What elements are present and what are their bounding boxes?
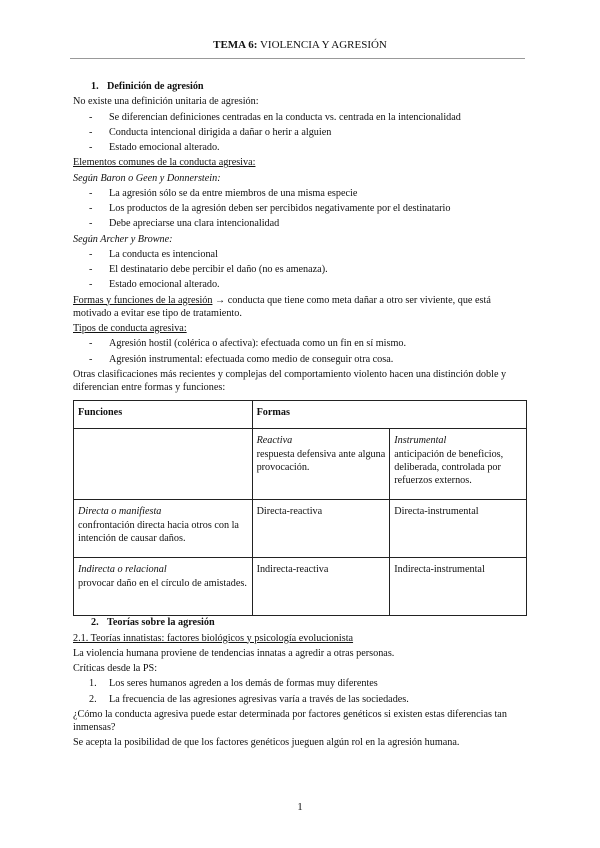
directa-title: Directa o manifiesta [78,506,162,518]
definition-intro: No existe una definición unitaria de agresión: [73,96,259,108]
document-header-title [0,38,600,52]
baron-bullets [73,187,528,231]
table-cell-empty [74,429,253,500]
table-row [74,500,527,558]
instrumental-title: Instrumental [394,435,447,447]
forms-functions-table [73,400,527,616]
list-item: - Debe apreciarse una clara intencionalidad [73,217,528,230]
table-cell-directa-reactiva: Directa-reactiva [252,500,390,558]
list-item: - La conducta es intencional [73,248,528,261]
section-title: Definición de agresión [107,81,204,92]
tipos-heading: Tipos de conducta agresiva: [73,323,187,334]
table-row [74,429,527,500]
header-title-rest: VIOLENCIA Y AGRESIÓN [257,39,387,51]
list-item: - Estado emocional alterado. [73,278,528,291]
table-row [74,401,527,429]
list-item: - Agresión hostil (colérica o afectiva): efectuada como un fin en sí mismo. [73,337,528,350]
reactiva-title: Reactiva [256,435,293,447]
formas-paragraph [73,294,528,321]
criticas-list [73,677,528,706]
list-item: - Los productos de la agresión deben ser percibidos negativamente por el destinatario [73,202,528,215]
section-heading-2 [91,616,528,629]
table-cell-reactiva [252,429,390,500]
list-item [73,677,528,690]
criticas-heading: Críticas desde la PS: [73,663,158,674]
list-item: - Agresión instrumental: efectuada como medio de conseguir otra cosa. [73,353,528,366]
table-cell-indirecta-instrumental: Indirecta-instrumental [390,558,527,616]
innate-paragraph: La violencia humana proviene de tendencias innatas a agredir a otras personas. [73,647,395,659]
table-cell-indirecta-reactiva: Indirecta-reactiva [252,558,390,616]
list-item [73,693,528,706]
table-cell-instrumental [390,429,527,500]
table-row [74,558,527,616]
table-header-formas: Formas [252,401,526,429]
list-item: - La agresión sólo se da entre miembros de una misma especie [73,187,528,200]
section-heading-1 [91,80,528,93]
tipos-bullets [73,337,528,366]
list-item: - Conducta intencional dirigida a dañar o herir a alguien [73,126,528,139]
otras-paragraph: Otras clasificaciones más recientes y complejas del comportamiento violento hacen una distinción doble y diferencian entre formas y funciones: [73,368,507,393]
list-text: La frecuencia de las agresiones agresivas varía a través de las sociedades. [109,693,409,705]
conclusion-paragraph: Se acepta la posibilidad de que los factores genéticos jueguen algún rol en la agresión humana. [73,737,460,749]
list-item: - Estado emocional alterado. [73,141,528,154]
table-header-funciones: Funciones [74,401,253,429]
subsection-heading: 2.1. Teorías innatistas: factores biológicos y psicología evolucionista [73,632,354,644]
list-number: 1. [89,678,97,690]
definition-bullets [73,111,528,155]
header-title-bold: TEMA 6: [213,39,258,51]
indirecta-desc: provocar daño en el círculo de amistades. [78,577,247,589]
page-number: 1 [297,801,303,813]
archer-bullets [73,248,528,292]
formas-heading: Formas y funciones de la agresión [73,294,213,306]
formas-text: → conducta que tiene como meta dañar a otro ser viviente, que está motivado a evitar ese tipo de tratamiento. [73,294,491,319]
elements-heading: Elementos comunes de la conducta agresiva: [73,157,256,169]
list-number: 2. [89,693,97,705]
section-number: 1. [91,81,99,92]
table-cell-directa [74,500,253,558]
reactiva-desc: respuesta defensiva ante alguna provocación. [256,448,386,473]
header-divider [70,58,525,59]
directa-desc: confrontación directa hacia otros con la intención de causar daños. [78,519,239,544]
section-number: 2. [91,617,99,629]
list-text: Los seres humanos agreden a los demás de formas muy diferentes [109,678,378,690]
instrumental-desc: anticipación de beneficios, deliberada, controlada por refuerzos externos. [394,448,504,486]
table-cell-indirecta [74,558,253,616]
document-body [73,80,528,752]
question-paragraph: ¿Cómo la conducta agresiva puede estar determinada por factores genéticos si existen estas diferencias tan inmensas? [73,708,507,733]
list-item: - El destinatario debe percibir el daño (no es amenaza). [73,263,528,276]
list-item: - Se diferencian definiciones centradas en la conducta vs. centrada en la intencionalidad [73,111,528,124]
indirecta-title: Indirecta o relacional [78,564,167,576]
archer-heading: Según Archer y Browne: [73,233,173,245]
table-cell-directa-instrumental: Directa-instrumental [390,500,527,558]
section-title: Teorías sobre la agresión [107,617,215,629]
baron-heading: Según Baron o Geen y Donnerstein: [73,172,221,184]
